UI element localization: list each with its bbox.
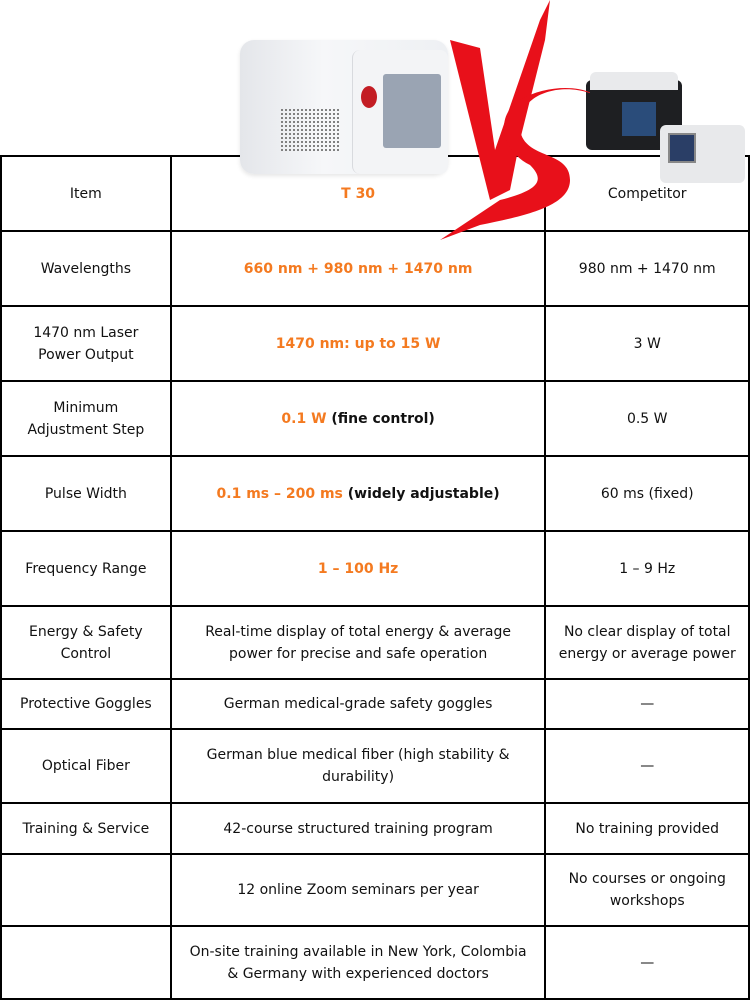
product-cell xyxy=(171,803,546,854)
competitor-cell: 1 – 9 Hz xyxy=(545,531,749,606)
product-text: On-site training available in New York, Colombia & Germany with experienced doctors xyxy=(189,943,527,982)
header-competitor: Competitor xyxy=(545,156,749,231)
product-cell xyxy=(171,456,546,531)
competitor-cell: No courses or ongoing workshops xyxy=(545,854,749,926)
competitor-cell: — xyxy=(545,926,749,999)
table-row xyxy=(1,803,749,854)
competitor-cell: 60 ms (fixed) xyxy=(545,456,749,531)
product-highlight: 660 nm + 980 nm + 1470 nm xyxy=(243,260,473,277)
item-cell: Optical Fiber xyxy=(1,729,171,803)
competitor-device-image-small xyxy=(660,125,745,183)
product-highlight: 1 – 100 Hz xyxy=(317,560,399,577)
item-cell: Energy & Safety Control xyxy=(1,606,171,679)
touchscreen xyxy=(622,102,656,136)
vs-logo xyxy=(420,0,590,240)
t30-device-image xyxy=(240,40,448,174)
competitor-cell: 3 W xyxy=(545,306,749,381)
table-row xyxy=(1,456,749,531)
product-cell xyxy=(171,926,546,999)
table-row xyxy=(1,531,749,606)
header-item: Item xyxy=(1,156,171,231)
product-highlight: 0.1 ms – 200 ms xyxy=(216,485,343,502)
product-cell xyxy=(171,729,546,803)
competitor-cell: No clear display of total energy or average power xyxy=(545,606,749,679)
product-cell xyxy=(171,679,546,729)
item-cell: 1470 nm Laser Power Output xyxy=(1,306,171,381)
product-cell xyxy=(171,381,546,456)
product-note: (widely adjustable) xyxy=(342,485,500,502)
emergency-stop-icon xyxy=(361,86,377,108)
item-cell: Training & Service xyxy=(1,803,171,854)
product-text: Real-time display of total energy & average power for precise and safe operation xyxy=(205,623,511,662)
table-row xyxy=(1,306,749,381)
table-row xyxy=(1,854,749,926)
item-cell: Protective Goggles xyxy=(1,679,171,729)
table-row xyxy=(1,679,749,729)
item-cell xyxy=(1,926,171,999)
table-row xyxy=(1,231,749,306)
product-cell xyxy=(171,606,546,679)
competitor-cell: No training provided xyxy=(545,803,749,854)
table-row xyxy=(1,729,749,803)
item-cell xyxy=(1,854,171,926)
product-text: 42-course structured training program xyxy=(223,820,493,837)
item-cell: Frequency Range xyxy=(1,531,171,606)
item-cell: Minimum Adjustment Step xyxy=(1,381,171,456)
product-highlight: 0.1 W xyxy=(281,410,327,427)
product-text: German blue medical fiber (high stability & durability) xyxy=(206,747,510,785)
vent-grill xyxy=(280,108,340,152)
competitor-cell: — xyxy=(545,729,749,803)
device-lid xyxy=(590,72,678,90)
item-cell: Wavelengths xyxy=(1,231,171,306)
hero-banner xyxy=(0,0,750,160)
product-text: 12 online Zoom seminars per year xyxy=(237,882,479,898)
table-row xyxy=(1,606,749,679)
product-highlight: 1470 nm: up to 15 W xyxy=(275,335,441,352)
product-cell xyxy=(171,854,546,926)
table-row xyxy=(1,926,749,999)
product-text: German medical-grade safety goggles xyxy=(223,696,493,712)
competitor-cell: 0.5 W xyxy=(545,381,749,456)
comparison-table xyxy=(0,155,750,1000)
competitor-cell: — xyxy=(545,679,749,729)
product-note: (fine control) xyxy=(326,410,435,427)
product-cell xyxy=(171,231,546,306)
product-cell xyxy=(171,306,546,381)
table-row xyxy=(1,381,749,456)
competitor-cell: 980 nm + 1470 nm xyxy=(545,231,749,306)
item-cell: Pulse Width xyxy=(1,456,171,531)
touchscreen xyxy=(668,133,696,163)
header-product: T 30 xyxy=(171,156,546,231)
product-cell xyxy=(171,531,546,606)
